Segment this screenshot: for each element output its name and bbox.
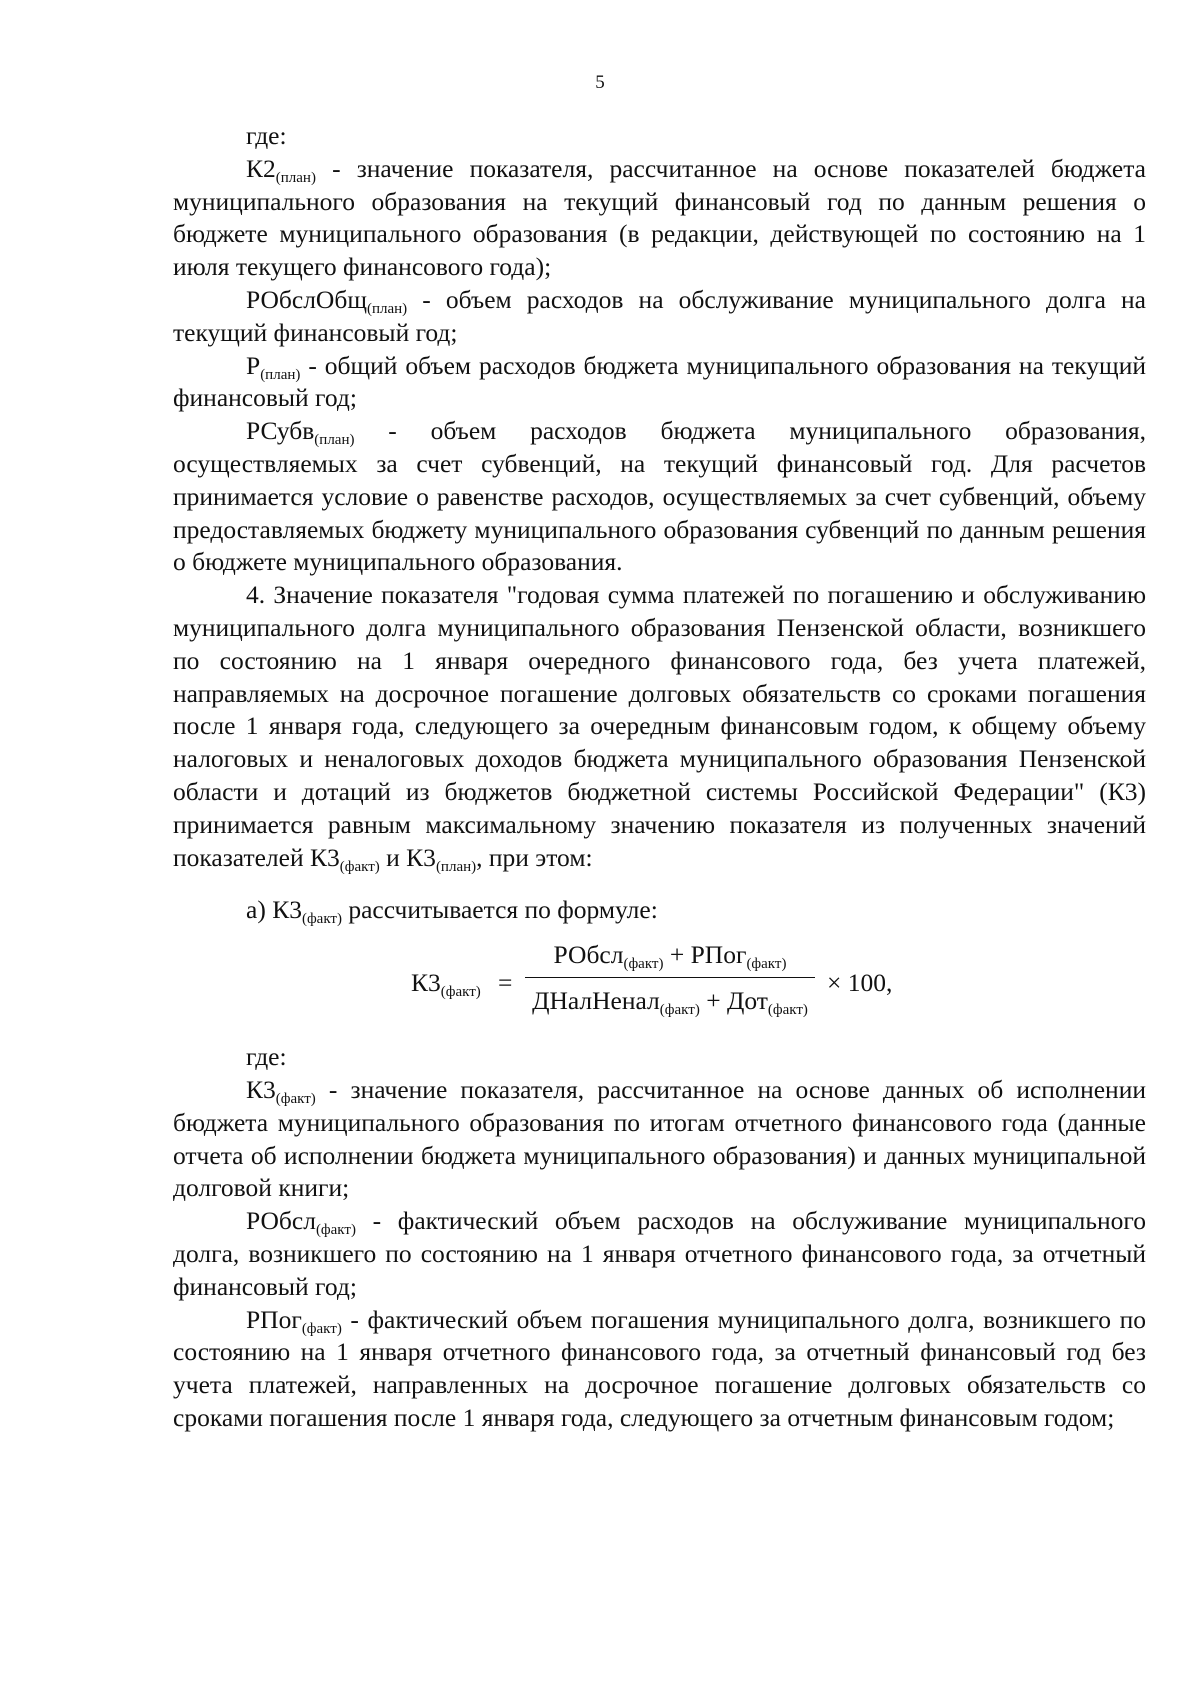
- denominator-dnalnenal-subscript: (факт): [659, 1002, 700, 1019]
- numerator-robsl-subscript: (факт): [623, 956, 664, 973]
- formula-fraction: [525, 937, 815, 1022]
- symbol-r: Р: [246, 350, 261, 380]
- formula-lhs: [411, 967, 481, 1000]
- subscript-fact: (факт): [301, 1320, 342, 1337]
- item-4-tail: , при этом:: [476, 842, 593, 872]
- definition-r-plan: [173, 350, 1146, 416]
- formula-denominator: [525, 978, 815, 1022]
- definition-k3-fact: [173, 1074, 1146, 1205]
- subscript-fact: (факт): [275, 1090, 316, 1107]
- symbol-rsubv: РСубв: [246, 416, 315, 446]
- denominator-dot: Дот: [726, 986, 768, 1016]
- denominator-dnalnenal: ДНалНенал: [532, 986, 660, 1016]
- subscript-plan: (план): [314, 432, 355, 449]
- subscript-fact: (факт): [339, 858, 380, 875]
- page-number: 5: [595, 72, 605, 93]
- definition-k2-plan: [173, 153, 1146, 284]
- definition-rsubv-plan: [173, 415, 1146, 579]
- definition-text: - объем расходов бюджета муниципального образования, осуществляемых за счет субвенций, на текущий финансовый год. Для расчетов принимается условие о равенстве расходов, осуществляемых за счет субвенций, объему предоставляемых бюджету муниципального образования субвенций по данным решения о бюджете муниципального образования.: [173, 416, 1146, 577]
- subitem-a-text: рассчитывается по формуле:: [341, 895, 658, 925]
- formula-numerator: [525, 937, 815, 977]
- numerator-rpog: РПог: [690, 940, 747, 970]
- formula-k3-fact: [173, 937, 1146, 1029]
- definition-text: - фактический объем погашения муниципального долга, возникшего по состоянию на 1 января отчетного финансового года, за отчетный финансовый год без учета платежей, направленных на досрочное погашение долговых обязательств со сроками погашения после 1 января года, следующего за отчетным финансовым годом;: [173, 1304, 1146, 1432]
- subscript-fact: (факт): [315, 1222, 356, 1239]
- definition-text: - объем расходов на обслуживание муниципального долга на текущий финансовый год;: [173, 284, 1146, 347]
- formula-lhs-subscript: (факт): [440, 984, 481, 1001]
- item-4-paragraph: [173, 579, 1146, 874]
- formula-multiplier: [827, 967, 892, 1000]
- subscript-fact: (факт): [301, 911, 342, 928]
- conjunction: и: [379, 842, 407, 872]
- subitem-a: [173, 894, 1146, 927]
- subitem-a-lead: а): [246, 895, 273, 925]
- where-label: где:: [246, 1042, 287, 1072]
- numerator-rpog-subscript: (факт): [746, 956, 787, 973]
- symbol-k2: К2: [246, 153, 276, 183]
- definition-robslobsh-plan: [173, 284, 1146, 350]
- definition-text: - фактический объем расходов на обслуживание муниципального долга, возникшего по состоянию на 1 января отчетного финансового года, за отчетный финансовый год;: [173, 1206, 1146, 1301]
- subscript-plan: (план): [435, 858, 477, 875]
- symbol-rpog: РПог: [246, 1304, 302, 1334]
- formula-equals: =: [498, 968, 513, 998]
- plus-sign: +: [663, 940, 691, 970]
- denominator-dot-subscript: (факт): [767, 1002, 808, 1019]
- symbol-k3: К3: [272, 895, 302, 925]
- formula-lhs-symbol: К3: [411, 968, 441, 998]
- symbol-robsl: РОбсл: [246, 1206, 316, 1236]
- subscript-plan: (план): [275, 169, 316, 186]
- formula-comma: ,: [886, 968, 893, 998]
- subscript-plan: (план): [260, 366, 301, 383]
- numerator-robsl: РОбсл: [553, 940, 624, 970]
- definition-text: - общий объем расходов бюджета муниципального образования на текущий финансовый год;: [173, 350, 1146, 413]
- definition-robsl-fact: [173, 1205, 1146, 1303]
- document-body: [173, 120, 1146, 1435]
- item-4-text: 4. Значение показателя "годовая сумма платежей по погашению и обслуживанию муниципального долга муниципального образования Пензенской области, возникшего по состоянию на 1 января очередного финансового года, без учета платежей, направляемых на досрочное погашение долговых обязательств со сроками погашения после 1 января года, следующего за очередным финансовым годом, к общему объему налоговых и неналоговых доходов бюджета муниципального образования Пензенской области и дотаций из бюджетов бюджетной системы Российской Федерации" (К3) принимается равным максимальному значению показателя из полученных значений показателей: [173, 580, 1146, 872]
- symbol-robslobsh: РОбслОбщ: [246, 284, 367, 314]
- where-label: где:: [246, 121, 287, 150]
- subscript-plan: (план): [366, 300, 408, 317]
- definition-text: - значение показателя, рассчитанное на основе показателей бюджета муниципального образования на текущий финансовый год по данным решения о бюджете муниципального образования (в редакции, действующей по состоянию на 1 июля текущего финансового года);: [173, 153, 1146, 282]
- symbol-k3: К3: [309, 842, 340, 872]
- definition-rpog-fact: [173, 1304, 1146, 1435]
- multiplier-text: × 100: [827, 968, 887, 998]
- symbol-k3: К3: [406, 842, 436, 872]
- symbol-k3: К3: [246, 1074, 276, 1104]
- plus-sign: +: [699, 986, 727, 1016]
- definition-text: - значение показателя, рассчитанное на основе данных об исполнении бюджета муниципального образования по итогам отчетного финансового года (данные отчета об исполнении бюджета муниципального образования) и данных муниципальной долговой книги;: [173, 1074, 1146, 1203]
